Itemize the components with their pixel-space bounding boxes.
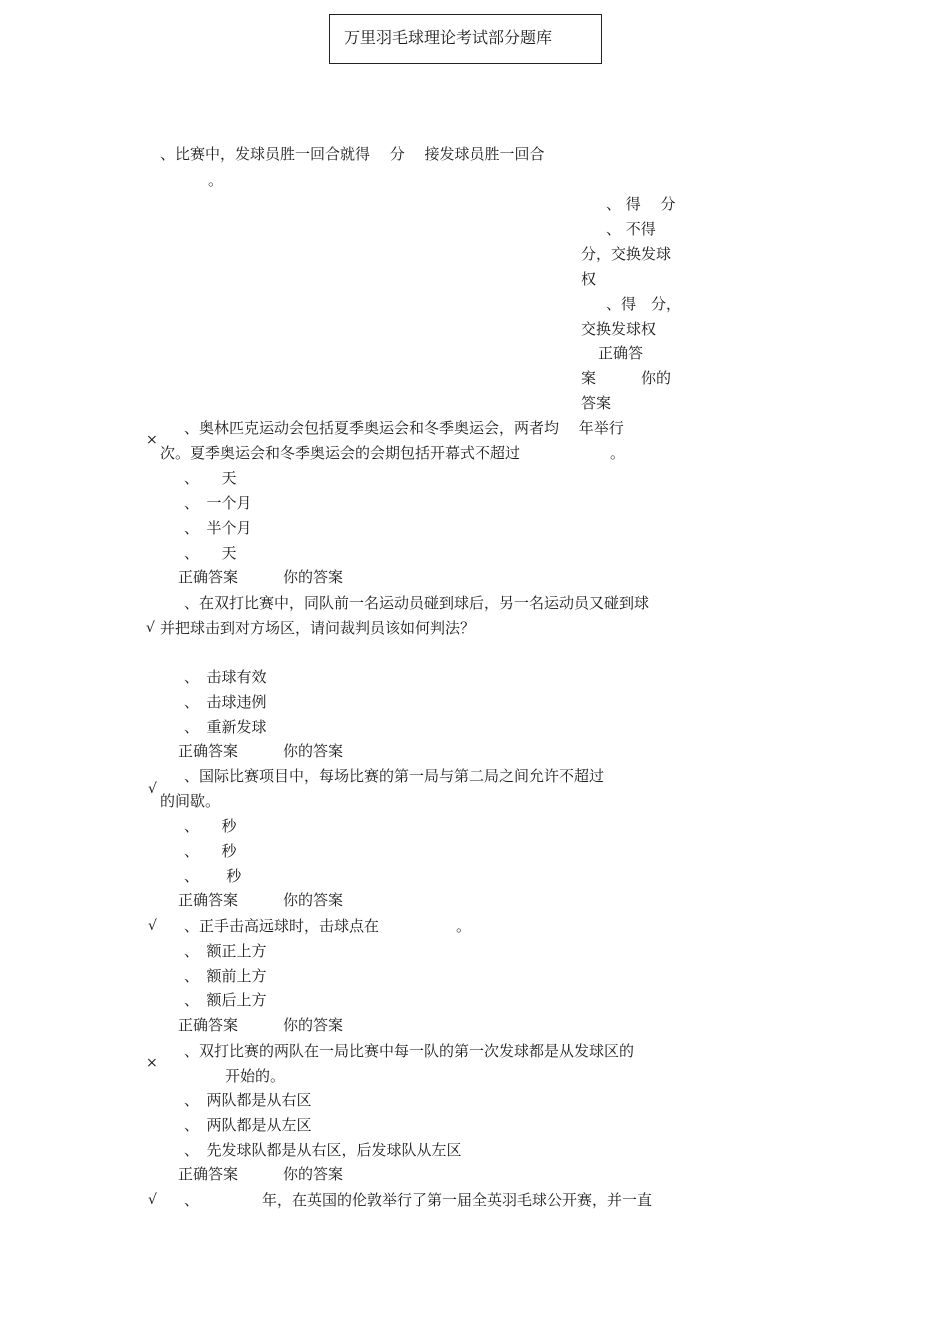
- question-3-answer: 正确答案 你的答案: [178, 742, 344, 760]
- check-mark-icon: √: [148, 781, 157, 797]
- check-mark-icon: √: [148, 918, 157, 934]
- question-5-option-b: 、 额前上方: [184, 967, 267, 985]
- question-2-text-line2: 次。夏季奥运会和冬季奥运会的会期包括开幕式不超过: [160, 444, 521, 462]
- question-2-option-b: 、 一个月: [184, 494, 252, 512]
- question-3-option-c: 、 重新发球: [184, 718, 267, 736]
- question-3-option-b: 、 击球违例: [184, 693, 267, 711]
- wrong-mark-icon: ×: [146, 1055, 158, 1071]
- question-4-text-line1: 、国际比赛项目中，每场比赛的第一局与第二局之间允许不超过: [184, 767, 605, 785]
- wrong-mark-icon: ×: [146, 432, 158, 448]
- question-4-text-line2: 的间歇。: [160, 792, 221, 810]
- question-1-option-c-line2: 交换发球权: [581, 320, 657, 338]
- question-5-text-line1: 、正手击高远球时，击球点在: [184, 917, 380, 935]
- question-7-enum-mark: 、: [184, 1191, 200, 1209]
- question-2-text-line2-end: 。: [610, 444, 626, 462]
- question-2-text-line1: 、奥林匹克运动会包括夏季奥运会和冬季奥运会，两者均 年举行: [184, 419, 624, 437]
- question-6-option-b: 、 两队都是从左区: [184, 1116, 312, 1134]
- title-box: [329, 14, 602, 64]
- check-mark-icon: √: [146, 620, 155, 636]
- question-1-text-line2: 。: [208, 171, 224, 189]
- question-1-answer-line3: 答案: [581, 394, 612, 412]
- question-2-option-a: 、 天: [184, 469, 237, 487]
- question-4-option-a: 、 秒: [184, 817, 237, 835]
- question-5-text-line1-end: 。: [456, 917, 472, 935]
- question-1-option-c-line1: 、得 分，: [606, 295, 682, 313]
- question-1-answer-line2: 案 你的: [581, 369, 672, 387]
- question-2-answer: 正确答案 你的答案: [178, 568, 344, 586]
- question-4-answer: 正确答案 你的答案: [178, 891, 344, 909]
- question-1-answer-line1: 正确答: [598, 344, 644, 362]
- question-5-option-c: 、 额后上方: [184, 991, 267, 1009]
- question-6-option-c: 、 先发球队都是从右区，后发球队从左区: [184, 1141, 462, 1159]
- question-3-text-line1: 、在双打比赛中，同队前一名运动员碰到球后，另一名运动员又碰到球: [184, 594, 650, 612]
- question-1-option-a: 、 得 分: [606, 195, 676, 213]
- question-6-answer: 正确答案 你的答案: [178, 1165, 344, 1183]
- question-5-option-a: 、 额正上方: [184, 942, 267, 960]
- question-6-text-line1: 、双打比赛的两队在一局比赛中每一队的第一次发球都是从发球区的: [184, 1042, 635, 1060]
- question-4-option-b: 、 秒: [184, 842, 237, 860]
- question-1-text-line1: 、比赛中，发球员胜一回合就得 分 接发球员胜一回合: [160, 145, 545, 163]
- question-2-option-d: 、 天: [184, 544, 237, 562]
- question-6-text-line2: 开始的。: [225, 1067, 286, 1085]
- question-7-text-line1: 年，在英国的伦敦举行了第一届全英羽毛球公开赛，并一直: [262, 1191, 653, 1209]
- question-2-option-c: 、 半个月: [184, 519, 252, 537]
- question-4-option-c: 、 秒: [184, 867, 242, 885]
- question-1-option-b-line2: 分，交换发球: [581, 245, 672, 263]
- question-3-text-line2: 并把球击到对方场区，请问裁判员该如何判法？: [160, 619, 476, 637]
- check-mark-icon: √: [148, 1192, 157, 1208]
- page-title: 万里羽毛球理论考试部分题库: [344, 28, 553, 47]
- question-5-answer: 正确答案 你的答案: [178, 1016, 344, 1034]
- question-3-option-a: 、 击球有效: [184, 668, 267, 686]
- question-1-option-b-line3: 权: [581, 270, 597, 288]
- question-1-option-b-line1: 、 不得: [606, 220, 656, 238]
- question-6-option-a: 、 两队都是从右区: [184, 1091, 312, 1109]
